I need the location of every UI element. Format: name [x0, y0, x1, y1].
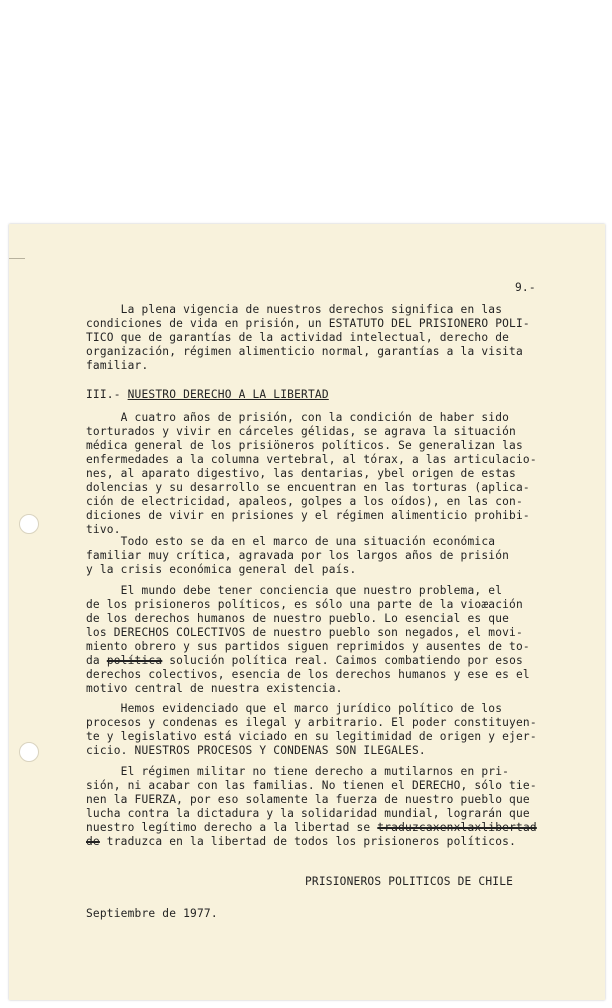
struck-word: política — [106, 654, 163, 667]
line-text: solución política real. Caimos combatiendo por esos — [162, 654, 523, 667]
paragraph-2-line: médica general de los prisiöneros políticos. Se generalizan las — [86, 439, 523, 452]
paragraph-1-line: La plena vigencia de nuestros derechos significa en las — [86, 303, 503, 316]
line-text: traduzca en la libertad de todos los prisioneros políticos. — [99, 835, 517, 848]
paragraph-1-line: TICO que de garantías de la actividad intelectual, derecho de — [86, 331, 510, 344]
paragraph-5-line: Hemos evidenciado que el marco jurídico político de los — [86, 702, 503, 715]
struck-word: traduzcaxenxlaxlibertad — [377, 821, 537, 834]
paragraph-3-line: Todo esto se da en el marco de una situación económica — [86, 535, 496, 548]
paragraph-1-line: condiciones de vida en prisión, un ESTATUTO DEL PRISIONERO POLI- — [86, 317, 530, 330]
paragraph-4-line: los DERECHOS COLECTIVOS de nuestro pueblo son negados, el movi- — [86, 626, 523, 639]
punch-hole-top — [19, 514, 39, 534]
paragraph-2-line: nes, al aparato digestivo, las dentarias, ybel origen de estas — [86, 467, 516, 480]
punch-hole-bottom — [19, 742, 39, 762]
paragraph-5-line: procesos y condenas es ilegal y arbitrario. El poder constituyen- — [86, 716, 537, 729]
edge-mark — [9, 258, 25, 259]
paragraph-4-line — [86, 655, 523, 666]
paragraph-6-line — [86, 836, 516, 847]
paragraph-4-line: motivo central de nuestra existencia. — [86, 682, 343, 695]
struck-word: de — [86, 835, 100, 848]
section-heading — [86, 389, 329, 400]
paragraph-6-line: sión, ni acabar con las familias. No tienen el DERECHO, sólo tie- — [86, 779, 537, 792]
paragraph-6-line — [86, 822, 537, 833]
paragraph-4-line: El mundo debe tener conciencia que nuestro problema, el — [86, 584, 503, 597]
paragraph-1-line: familiar. — [86, 359, 149, 372]
page-number: 9.- — [515, 281, 536, 294]
paragraph-2-line: diciones de vivir en prisiones y el régimen alimenticio prohibi- — [86, 509, 530, 522]
date: Septiembre de 1977. — [86, 907, 218, 920]
paragraph-6-line: El régimen militar no tiene derecho a mutilarnos en pri- — [86, 765, 510, 778]
section-title: NUESTRO DERECHO A LA LIBERTAD — [127, 388, 329, 401]
paragraph-2-line: tivo. — [86, 523, 121, 536]
paragraph-6-line: lucha contra la dictadura y la solidaridad mundial, lograrán que — [86, 807, 530, 820]
paragraph-4-line: derechos colectivos, esencia de los derechos humanos y ese es el — [86, 668, 530, 681]
section-number: III.- — [86, 388, 128, 401]
paragraph-4-line: de los prisioneros políticos, es sólo una parte de la vioæación — [86, 598, 523, 611]
paragraph-2-line: ción de electricidad, apaleos, golpes a los oídos), en las con- — [86, 495, 523, 508]
signature: PRISIONEROS POLITICOS DE CHILE — [305, 875, 514, 888]
paragraph-4-line: de los derechos humanos de nuestro pueblo. Lo esencial es que — [86, 612, 510, 625]
paragraph-2-line: torturados y vivir en cárceles gélidas, se agrava la situación — [86, 425, 516, 438]
paragraph-2-line: A cuatro años de prisión, con la condición de haber sido — [86, 411, 510, 424]
paragraph-5-line: cicio. NUESTROS PROCESOS Y CONDENAS SON ILEGALES. — [86, 744, 426, 757]
paragraph-3-line: familiar muy crítica, agravada por los largos años de prisión — [86, 549, 510, 562]
paragraph-3-line: y la crisis económica general del país. — [86, 563, 357, 576]
paragraph-2-line: enfermedades a la columna vertebral, al tórax, a las articulacio- — [86, 453, 537, 466]
paragraph-2-line: dolencias y su desarrollo se encuentran en las torturas (aplica- — [86, 481, 530, 494]
document-page — [9, 224, 605, 1000]
paragraph-6-line: nen la FUERZA, por eso solamente la fuerza de nuestro pueblo que — [86, 793, 530, 806]
paragraph-1-line: organización, régimen alimenticio normal, garantías a la visita — [86, 345, 523, 358]
paragraph-5-line: te y legislativo está viciado en su legitimidad de origen y ejer- — [86, 730, 537, 743]
paragraph-4-line: miento obrero y sus partidos siguen reprimidos y ausentes de to- — [86, 640, 530, 653]
line-text: nuestro legítimo derecho a la libertad se — [86, 821, 378, 834]
line-text: da — [86, 654, 107, 667]
